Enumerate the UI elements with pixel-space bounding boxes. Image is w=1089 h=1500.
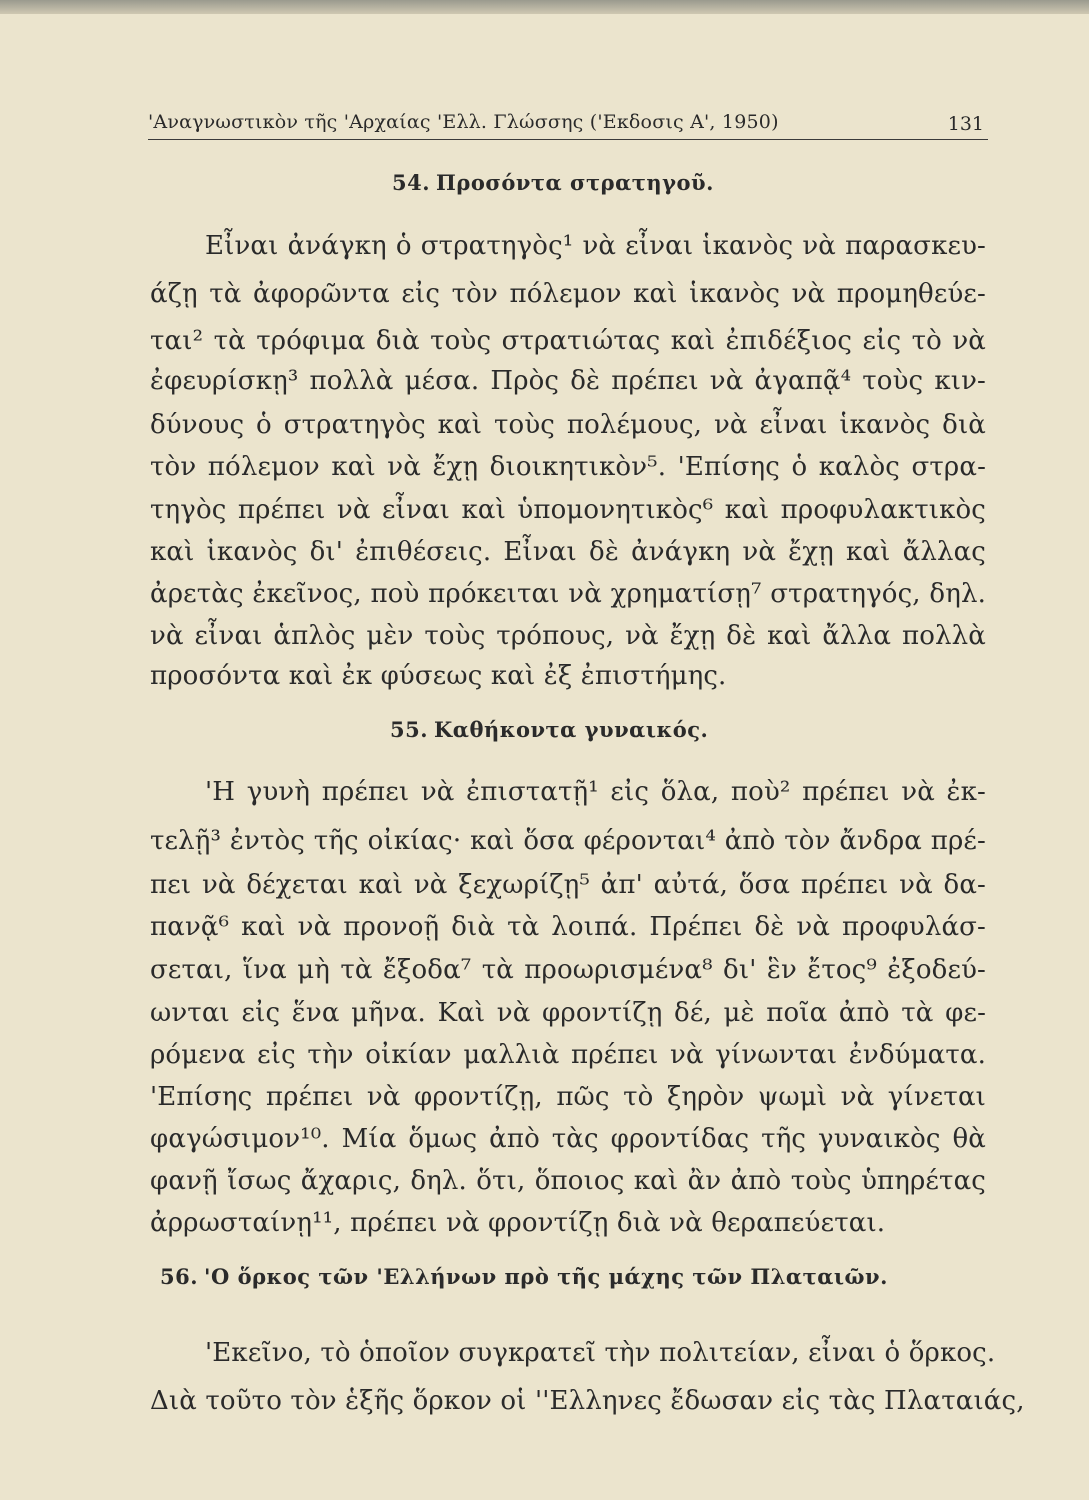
text-line: φανῇ ἴσως ἄχαρις, δηλ. ὅτι, ὅποιος καὶ ἂν ἀπὸ τοὺς ὑπηρέτας — [150, 1166, 986, 1196]
text-line: τὸν πόλεμον καὶ νὰ ἔχῃ διοικητικὸν⁵. 'Επίσης ὁ καλὸς στρα- — [150, 452, 986, 482]
text-line: ἀρρωσταίνῃ¹¹, πρέπει νὰ φροντίζῃ διὰ νὰ θεραπεύεται. — [150, 1208, 886, 1238]
running-header — [148, 103, 988, 140]
text-line: πανᾷ⁶ καὶ νὰ προνοῇ διὰ τὰ λοιπά. Πρέπει δὲ νὰ προφυλάσ- — [150, 912, 986, 942]
text-line: ρόμενα εἰς τὴν οἰκίαν μαλλιὰ πρέπει νὰ γίνωνται ἐνδύματα. — [150, 1040, 986, 1070]
text-line: ἀρετὰς ἐκεῖνος, ποὺ πρόκειται νὰ χρηματίσῃ⁷ στρατηγός, δηλ. — [150, 579, 986, 609]
text-line: 'Η γυνὴ πρέπει νὰ ἐπιστατῇ¹ εἰς ὅλα, ποὺ² πρέπει νὰ ἐκ- — [205, 777, 986, 807]
text-line: ωνται εἰς ἕνα μῆνα. Καὶ νὰ φροντίζῃ δέ, μὲ ποῖα ἀπὸ τὰ φε- — [150, 998, 986, 1028]
text-line: φαγώσιμον¹⁰. Μία ὅμως ἀπὸ τὰς φροντίδας τῆς γυναικὸς θὰ — [150, 1124, 986, 1154]
text-line: ται² τὰ τρόφιμα διὰ τοὺς στρατιώτας καὶ ἐπιδέξιος εἰς τὸ νὰ — [150, 326, 986, 356]
running-title: 'Αναγνωστικὸν τῆς 'Αρχαίας 'Ελλ. Γλώσσης ('Εκδοσις Α', 1950) — [148, 111, 779, 133]
section-number: 54. — [392, 170, 431, 195]
section-number: 55. — [390, 717, 429, 742]
section-54-heading — [392, 170, 714, 195]
section-number: 56. — [160, 1264, 199, 1289]
section-title: Καθήκοντα γυναικός. — [434, 717, 709, 742]
text-line: καὶ ἱκανὸς δι' ἐπιθέσεις. Εἶναι δὲ ἀνάγκη νὰ ἔχῃ καὶ ἄλλας — [150, 537, 986, 567]
text-line: τελῇ³ ἐντὸς τῆς οἰκίας· καὶ ὅσα φέρονται⁴ ἀπὸ τὸν ἄνδρα πρέ- — [150, 826, 986, 856]
section-title: Προσόντα στρατηγοῦ. — [436, 170, 714, 195]
text-line: δύνους ὁ στρατηγὸς καὶ τοὺς πολέμους, νὰ εἶναι ἱκανὸς διὰ — [150, 410, 986, 440]
section-55-heading — [390, 717, 708, 742]
text-line: Διὰ τοῦτο τὸν ἑξῆς ὅρκον οἱ ''Ελληνες ἔδωσαν εἰς τὰς Πλαταιάς, — [150, 1386, 1025, 1416]
text-line: προσόντα καὶ ἐκ φύσεως καὶ ἐξ ἐπιστήμης. — [150, 661, 727, 691]
text-line: τηγὸς πρέπει νὰ εἶναι καὶ ὑπομονητικὸς⁶ καὶ προφυλακτικὸς — [150, 495, 986, 525]
text-line: πει νὰ δέχεται καὶ νὰ ξεχωρίζῃ⁵ ἀπ' αὐτά, ὅσα πρέπει νὰ δα- — [150, 870, 986, 900]
page-number: 131 — [947, 113, 984, 135]
section-title: 'Ο ὅρκος τῶν 'Ελλήνων πρὸ τῆς μάχης τῶν Πλαταιῶν. — [204, 1264, 888, 1289]
text-line: 'Εκεῖνο, τὸ ὁποῖον συγκρατεῖ τὴν πολιτείαν, εἶναι ὁ ὅρκος. — [205, 1338, 996, 1368]
text-line: νὰ εἶναι ἁπλὸς μὲν τοὺς τρόπους, νὰ ἔχῃ δὲ καὶ ἄλλα πολλὰ — [150, 621, 986, 651]
scan-top-edge — [0, 0, 1089, 14]
text-line: Εἶναι ἀνάγκη ὁ στρατηγὸς¹ νὰ εἶναι ἱκανὸς νὰ παρασκευ- — [205, 231, 986, 261]
text-line: σεται, ἵνα μὴ τὰ ἔξοδα⁷ τὰ προωρισμένα⁸ δι' ἓν ἔτος⁹ ἐξοδεύ- — [150, 955, 986, 985]
text-line: 'Επίσης πρέπει νὰ φροντίζῃ, πῶς τὸ ξηρὸν ψωμὶ νὰ γίνεται — [150, 1082, 986, 1112]
section-56-heading — [160, 1264, 888, 1289]
text-line: ἐφευρίσκῃ³ πολλὰ μέσα. Πρὸς δὲ πρέπει νὰ ἀγαπᾷ⁴ τοὺς κιν- — [150, 366, 986, 396]
text-line: άζῃ τὰ ἀφορῶντα εἰς τὸν πόλεμον καὶ ἱκανὸς νὰ προμηθεύε- — [150, 279, 986, 309]
